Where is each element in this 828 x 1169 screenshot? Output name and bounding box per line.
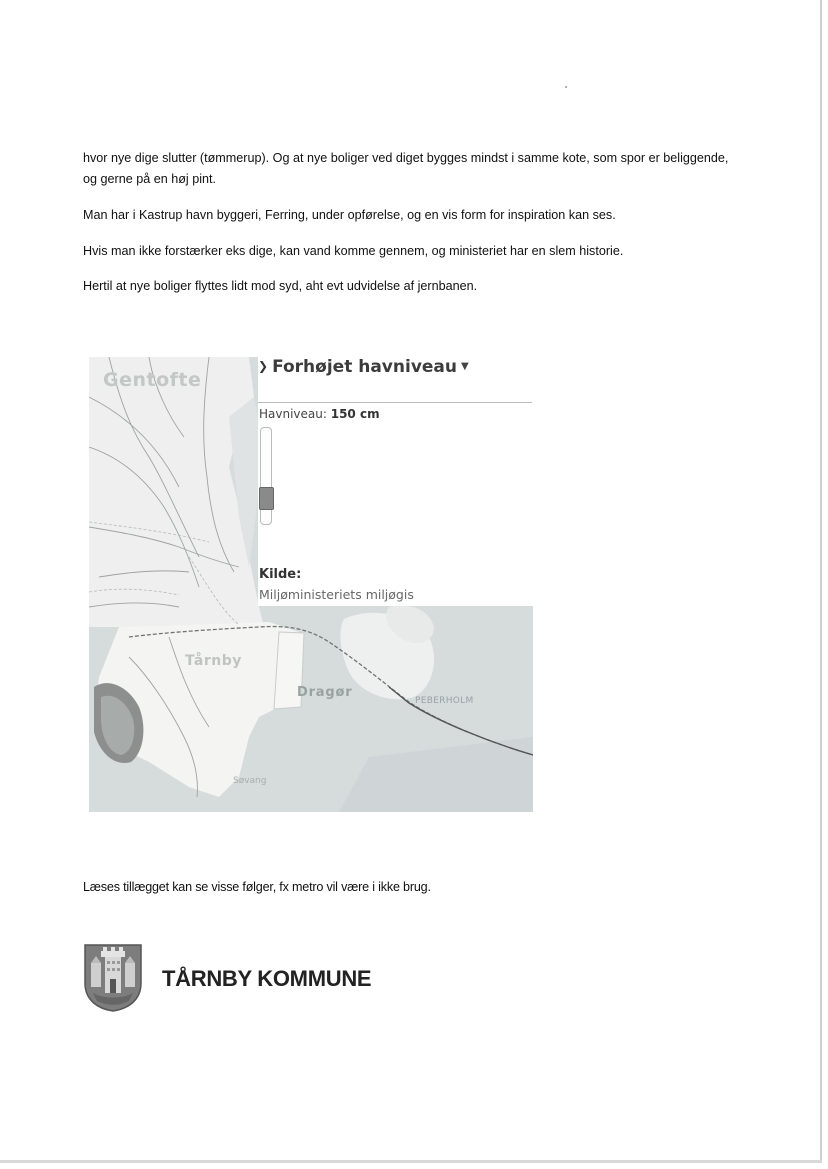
place-label-tarnby: Tårnby	[185, 653, 242, 669]
place-label-gentofte: Gentofte	[103, 369, 202, 391]
scan-speck	[565, 86, 567, 88]
panel-title-text: Forhøjet havniveau	[272, 357, 458, 377]
source-value: Miljøministeriets miljøgis	[259, 587, 414, 602]
panel-title[interactable]	[258, 357, 469, 379]
panel-divider	[258, 402, 532, 403]
level-slider[interactable]	[260, 427, 272, 525]
municipality-name: TÅRNBY KOMMUNE	[162, 966, 372, 991]
level-slider-thumb[interactable]	[259, 487, 274, 510]
place-label-peberholm: PEBERHOLM	[415, 696, 474, 706]
coat-of-arms-icon	[83, 943, 143, 1013]
level-readout	[259, 407, 380, 421]
place-label-dragor: Dragør	[297, 685, 353, 700]
paragraph-ministry: Hvis man ikke forstærker eks dige, kan vand komme gennem, og ministeriet har en slem historie.	[83, 244, 624, 258]
paragraph-dike: hvor nye dige slutter (tømmerup). Og at nye boliger ved diget bygges mindst i samme kote, som spor er beliggende, og gerne på en høj pint.	[83, 151, 729, 186]
sea-level-panel	[258, 357, 534, 606]
dropdown-caret-icon[interactable]: ▼	[461, 361, 469, 372]
page-edge-bottom	[0, 1160, 822, 1163]
paragraph-metro: Læses tillægget kan se visse følger, fx metro vil være i ikke brug.	[83, 880, 431, 894]
level-value: 150 cm	[330, 407, 380, 421]
place-label-sovang: Søvang	[233, 776, 267, 786]
chevron-down-icon[interactable]: ❯	[258, 359, 269, 373]
page-edge	[820, 0, 822, 1160]
paragraph-railway: Hertil at nye boliger flyttes lidt mod syd, aht evt udvidelse af jernbanen.	[83, 279, 478, 293]
source-label: Kilde:	[259, 567, 302, 582]
level-label: Havniveau:	[259, 407, 327, 421]
paragraph-kastrup: Man har i Kastrup havn byggeri, Ferring, under opførelse, og en vis form for inspiration kan ses.	[83, 208, 616, 222]
